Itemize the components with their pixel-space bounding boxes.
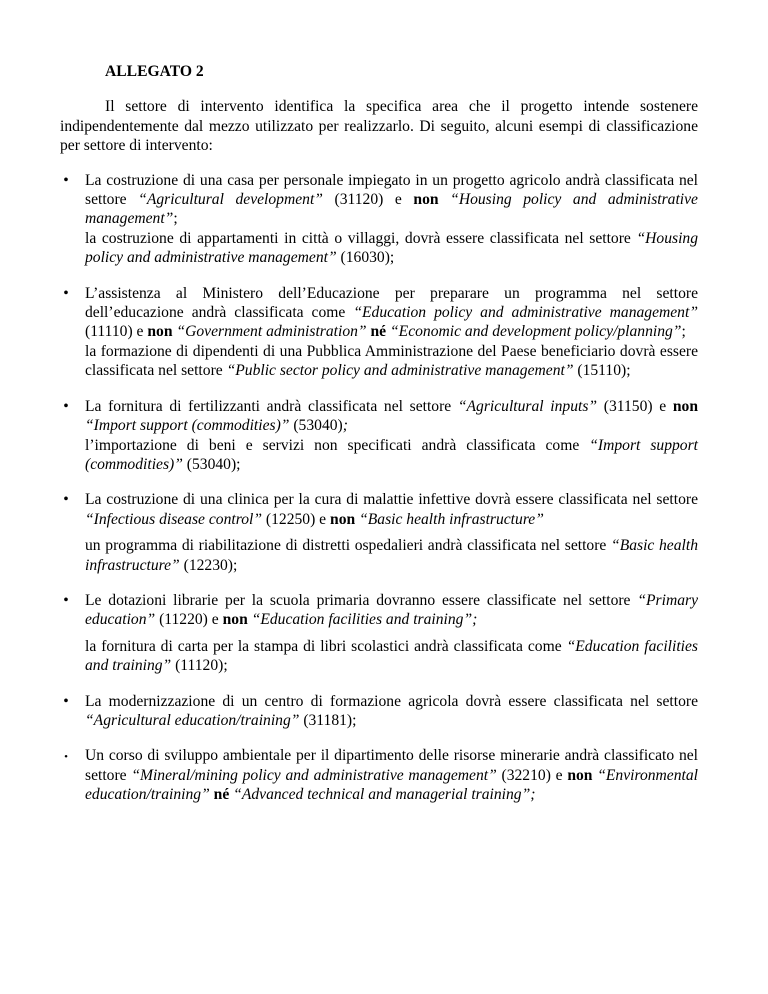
intro-paragraph: Il settore di intervento identifica la specifica area che il progetto intende sostenere indipendentemente dal mezzo utilizzato per realizzarlo. Di seguito, alcuni esempi di classificazione per settore di intervento: [60, 98, 698, 155]
body-text: La costruzione di una casa per personale impiegato in un progetto agricolo andrà classificata nel settore [85, 171, 698, 209]
sector-name: “Education facilities and training” [85, 637, 698, 675]
body-text: (53040) [289, 417, 343, 435]
body-text: (15110); [573, 362, 631, 380]
sector-name: “Advanced technical and managerial training”; [233, 786, 536, 804]
bullet-icon: • [63, 692, 69, 710]
example-paragraph [85, 591, 698, 630]
body-text [439, 191, 451, 208]
body-text: (31150) e [597, 397, 673, 415]
emphasis-text: né [213, 786, 230, 804]
emphasis-text: non [147, 323, 173, 341]
example-paragraph [85, 342, 698, 381]
sector-name: “Housing policy and administrative management” [85, 229, 698, 267]
list-item [60, 284, 698, 381]
emphasis-text: non [413, 191, 439, 209]
sector-name: “Education facilities and training”; [251, 611, 478, 629]
emphasis-text: non [672, 397, 698, 415]
body-text: la fornitura di carta per la stampa di libri scolastici andrà classificata come [85, 637, 567, 655]
body-text: (53040); [182, 455, 241, 473]
example-paragraph [85, 490, 698, 529]
emphasis-text: né [370, 323, 387, 341]
sector-name: “Basic health infrastructure” [85, 537, 698, 574]
sector-name: “Environmental education/training” [85, 766, 698, 804]
body-text: un programma di riabilitazione di distretti ospedalieri andrà classificata nel settore [85, 537, 612, 555]
body-text: (31181); [299, 711, 357, 729]
sector-name: “Agricultural education/training” [85, 711, 300, 729]
body-text: l’importazione di beni e servizi non specificati andrà classificata come [85, 436, 590, 454]
body-text: (11110) e [85, 323, 148, 341]
document-page [60, 62, 698, 821]
body-text: (16030); [336, 249, 395, 267]
bullet-icon: • [63, 491, 69, 509]
sector-name: “Agricultural development” [138, 191, 323, 209]
sector-name: “Mineral/mining policy and administrative management” [131, 766, 497, 784]
body-text: La costruzione di una clinica per la cura di malattie infettive dovrà essere classificata nel settore [85, 491, 698, 509]
sector-name: “Basic health infrastructure” [359, 510, 544, 528]
body-text: Le dotazioni librarie per la scuola primaria dovranno essere classificate nel settore [85, 591, 638, 609]
list-item [60, 591, 698, 676]
sector-name: “Education policy and administrative management” [353, 304, 698, 322]
emphasis-text: non [567, 766, 593, 784]
sector-name: “Economic and development policy/planning” [390, 323, 682, 341]
list-item [60, 171, 698, 268]
sector-name: “Infectious disease control” [85, 510, 263, 528]
list-item [60, 490, 698, 575]
bullet-icon: • [63, 171, 69, 189]
bullet-icon: • [64, 751, 68, 764]
sector-name: “Housing policy and administrative management” [85, 191, 698, 228]
example-paragraph [85, 536, 698, 575]
body-text: (12230); [179, 556, 238, 574]
example-paragraph [85, 171, 698, 229]
example-paragraph [85, 746, 698, 804]
body-text: (11220) e [155, 611, 223, 629]
example-paragraph [85, 397, 698, 436]
sector-name: “Government administration” [176, 323, 367, 341]
sector-name: “Public sector policy and administrative management” [226, 362, 574, 380]
document-heading: ALLEGATO 2 [105, 63, 204, 80]
example-paragraph [85, 692, 698, 731]
body-text: la costruzione di appartamenti in città o villaggi, dovrà essere classificata nel settore [85, 229, 637, 247]
sector-name: “Primary education” [85, 591, 698, 629]
example-paragraph [85, 436, 698, 475]
body-text: (31120) e [322, 191, 414, 209]
emphasis-text: non [222, 611, 248, 629]
example-paragraph [85, 229, 698, 268]
sector-name: “Agricultural inputs” [457, 397, 598, 415]
sector-name: “Import support (commodities)” [85, 436, 698, 473]
emphasis-text: non [330, 510, 356, 528]
body-text: (32210) e [496, 766, 568, 784]
body-text: Un corso di sviluppo ambientale per il dipartimento delle risorse minerarie andrà classificato nel settore [85, 747, 698, 784]
body-text: (12250) e [262, 510, 331, 528]
example-paragraph [85, 284, 698, 342]
example-paragraph [85, 637, 698, 676]
body-text: (11120); [171, 657, 228, 675]
bullet-icon: • [63, 397, 69, 415]
body-text: ; [173, 210, 178, 228]
body-text: La fornitura di fertilizzanti andrà classificata nel settore [85, 397, 458, 415]
body-text: ; [681, 323, 686, 341]
body-text: L’assistenza al Ministero dell’Educazione per preparare un programma nel settore dell’educazione andrà classificata come [85, 284, 698, 322]
list-item [60, 397, 698, 475]
sector-name: “Import support (commodities)” [85, 417, 290, 435]
sector-name: ; [342, 417, 348, 435]
body-text: La modernizzazione di un centro di formazione agricola dovrà essere classificata nel settore [85, 692, 698, 710]
bullet-icon: • [63, 284, 69, 302]
example-list [60, 171, 698, 805]
list-item [60, 692, 698, 731]
body-text: la formazione di dipendenti di una Pubblica Amministrazione del Paese beneficiario dovrà essere classificata nel settore [85, 342, 698, 380]
list-item [60, 746, 698, 804]
bullet-icon: • [63, 591, 69, 609]
